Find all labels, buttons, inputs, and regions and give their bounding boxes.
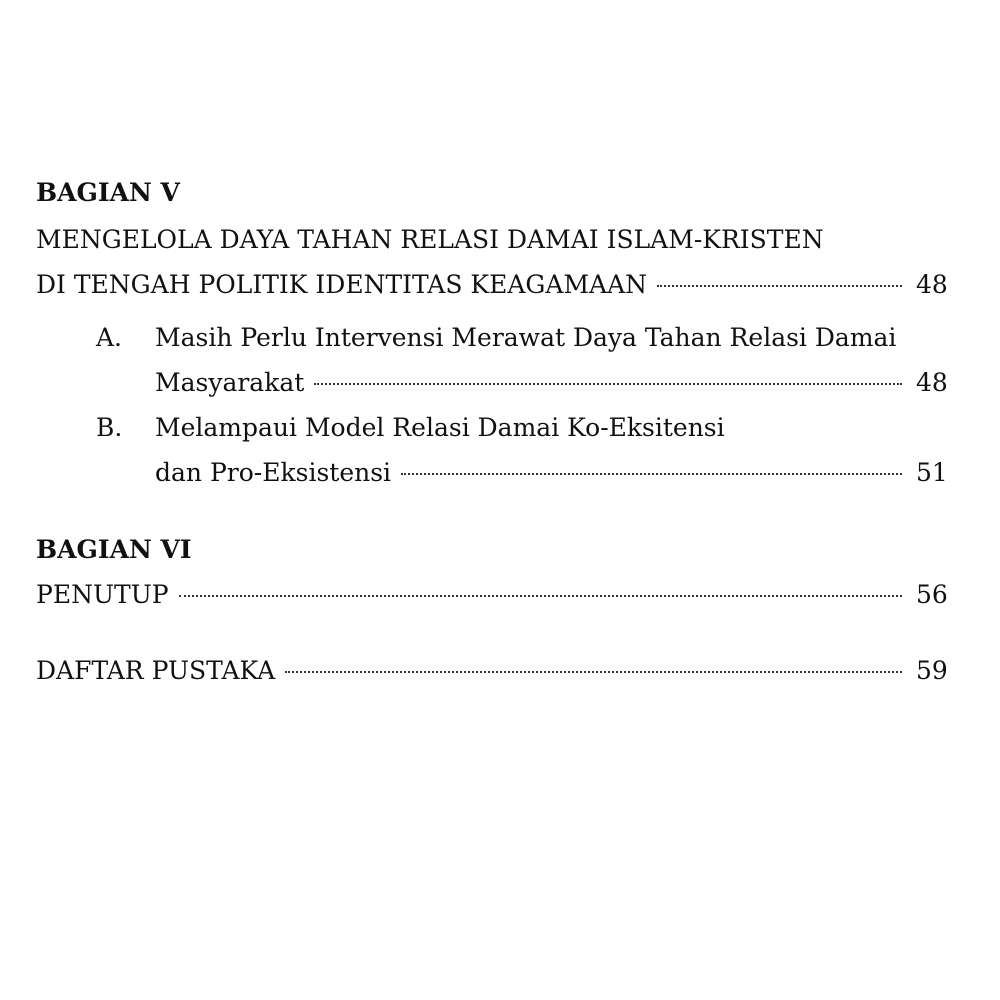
bagian-vi-label: BAGIAN VI — [36, 535, 192, 564]
page-number: 59 — [916, 656, 948, 685]
item-a-letter: A. — [96, 323, 123, 352]
page-number: 56 — [916, 580, 948, 609]
bagian-v-title-line1: MENGELOLA DAYA TAHAN RELASI DAMAI ISLAM-KRISTEN — [36, 225, 824, 254]
item-b-letter: B. — [96, 413, 123, 442]
entry-title: Masyarakat — [155, 368, 305, 397]
leader-dots — [179, 595, 902, 597]
toc-entry-daftar-pustaka[interactable] — [36, 656, 946, 686]
page-number: 48 — [916, 368, 948, 397]
item-a-line1: Masih Perlu Intervensi Merawat Daya Tahan Relasi Damai — [155, 323, 897, 352]
leader-dots — [285, 671, 902, 673]
page-number: 48 — [916, 270, 948, 299]
toc-entry-penutup[interactable] — [36, 580, 946, 610]
entry-title: DAFTAR PUSTAKA — [36, 656, 276, 685]
toc-entry-b[interactable] — [155, 458, 946, 488]
item-b-line1: Melampaui Model Relasi Damai Ko-Eksitensi — [155, 413, 725, 442]
entry-title: dan Pro-Eksistensi — [155, 458, 392, 487]
toc-entry-a[interactable] — [155, 368, 946, 398]
bagian-v-label: BAGIAN V — [36, 178, 180, 207]
leader-dots — [314, 383, 902, 385]
leader-dots — [657, 285, 902, 287]
entry-title: PENUTUP — [36, 580, 169, 609]
entry-title: DI TENGAH POLITIK IDENTITAS KEAGAMAAN — [36, 270, 648, 299]
toc-entry-bagian-v[interactable] — [36, 270, 946, 300]
leader-dots — [401, 473, 902, 475]
page-number: 51 — [916, 458, 948, 487]
